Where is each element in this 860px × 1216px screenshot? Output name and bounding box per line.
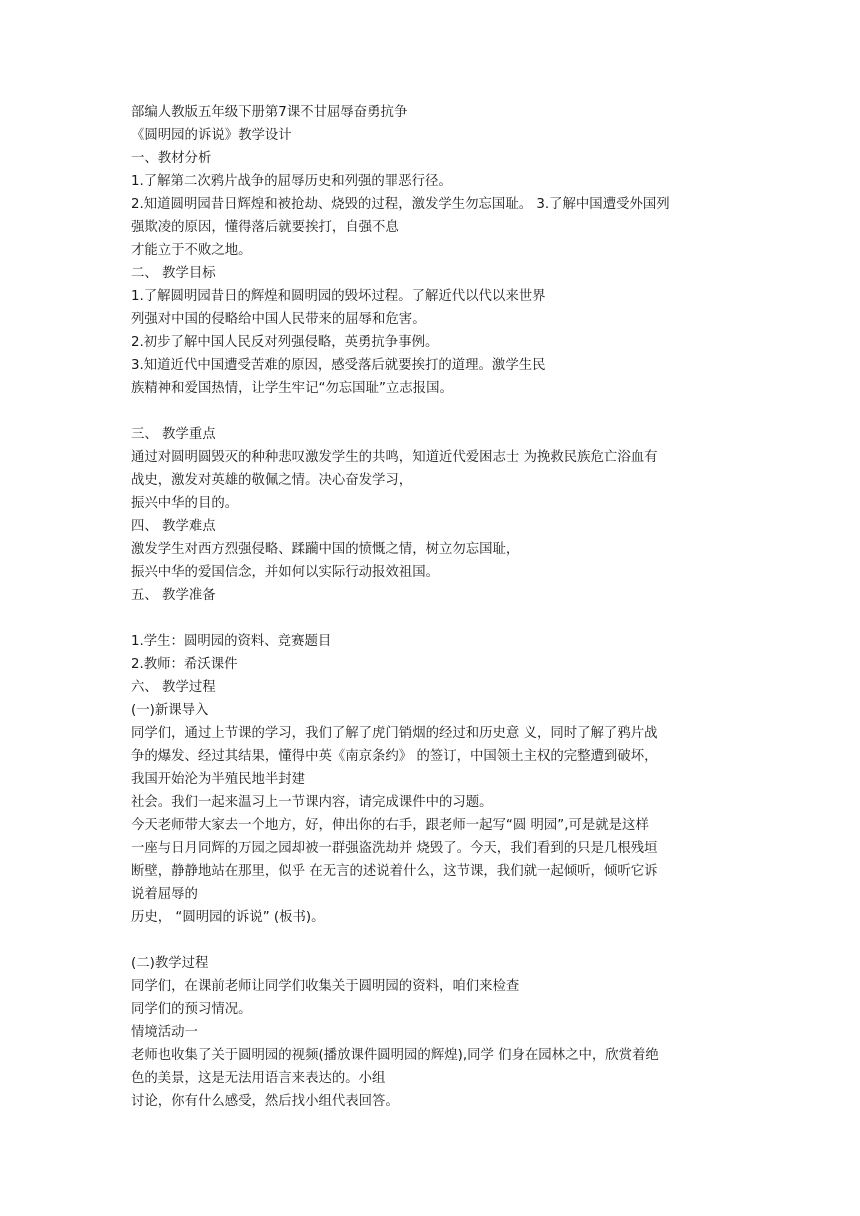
text-line: 二、 教学目标 [131, 266, 216, 281]
blank-line [131, 929, 737, 952]
text-line: 战史，激发对英雄的敬佩之情。决心奋发学习， [131, 473, 413, 488]
document-page [131, 101, 737, 1113]
text-line: (二)教学过程 [131, 956, 209, 971]
text-line: 《圆明园的诉说》教学设计 [131, 128, 292, 143]
text-line: 3.知道近代中国遭受苦难的原因，感受落后就要挨打的道理。激学生民 [131, 358, 546, 373]
text-line: 社会。我们一起来温习上一节课内容，请完成课件中的习题。 [131, 795, 493, 810]
text-line: 1.了解第二次鸦片战争的屈辱历史和列强的罪恶行径。 [131, 174, 452, 189]
text-line: 激发学生对西方烈强侵略、蹂躏中国的愤慨之情，树立勿忘国耻， [131, 542, 520, 557]
text-line: 色的美景，这是无法用语言来表达的。小组 [131, 1071, 386, 1086]
blank-line [131, 607, 737, 630]
text-line: 2.知道圆明园昔日辉煌和被抢劫、烧毁的过程，激发学生勿忘国耻。 3.了解中国遭受外国列 [131, 197, 670, 212]
text-line: 历史， “圆明园的诉说” (板书)。 [131, 910, 325, 925]
blank-line [131, 400, 737, 423]
text-line: 三、 教学重点 [131, 427, 216, 442]
text-line: 说着屈辱的 [131, 887, 198, 902]
text-line: 争的爆发、经过其结果，懂得中英《南京条约》 的签订，中国领土主权的完整遭到破坏， [131, 749, 658, 764]
text-line: 四、 教学难点 [131, 519, 216, 534]
text-line: 同学们的预习情况。 [131, 1002, 252, 1017]
text-line: 才能立于不败之地。 [131, 243, 252, 258]
text-line: 五、 教学准备 [131, 588, 216, 603]
text-line: 同学们，通过上节课的学习，我们了解了虎门销烟的经过和历史意 义，同时了解了鸦片战 [131, 726, 658, 741]
text-line: 2.初步了解中国人民反对列强侵略，英勇抗争事例。 [131, 335, 439, 350]
text-line: 断壁，静静地站在那里，似乎 在无言的述说着什么，这节课，我们就一起倾听，倾听它诉 [131, 864, 658, 879]
text-line: 列强对中国的侵略给中国人民带来的屈辱和危害。 [131, 312, 426, 327]
text-line: 情境活动一 [131, 1025, 198, 1040]
text-line: 族精神和爱国热情，让学生牢记“勿忘国耻”立志报国。 [131, 381, 453, 396]
text-line: 1.了解圆明园昔日的辉煌和圆明园的毁坏过程。了解近代以代以来世界 [131, 289, 546, 304]
text-line: 讨论，你有什么感受，然后找小组代表回答。 [131, 1094, 399, 1109]
text-line: 同学们，在课前老师让同学们收集关于圆明园的资料，咱们来检查 [131, 979, 520, 994]
text-line: 通过对圆明圆毁灭的种种悲叹激发学生的共鸣，知道近代爱困志士 为挽救民族危亡浴血有 [131, 450, 658, 465]
text-line: 振兴中华的爱国信念，并如何以实际行动报效祖国。 [131, 565, 439, 580]
text-line: 2.教师：希沃课件 [131, 657, 238, 672]
text-line: 我国开始沦为半殖民地半封建 [131, 772, 306, 787]
text-line: 1.学生：圆明园的资料、竞赛题目 [131, 634, 332, 649]
text-line: (一)新课导入 [131, 703, 209, 718]
text-line: 一、教材分析 [131, 151, 212, 166]
text-line: 六、 教学过程 [131, 680, 216, 695]
text-line: 强欺凌的原因，懂得落后就要挨打，自强不息 [131, 220, 399, 235]
text-line: 今天老师带大家去一个地方，好，伸出你的右手，跟老师一起写“圆 明园”,可是就是这样 [131, 818, 649, 833]
text-line: 老师也收集了关于圆明园的视频(播放课件圆明园的辉煌),同学 们身在园林之中，欣赏着绝 [131, 1048, 659, 1063]
text-line: 一座与日月同辉的万园之园却被一群强盗洗劫并 烧毁了。今天，我们看到的只是几根残垣 [131, 841, 658, 856]
text-line: 振兴中华的目的。 [131, 496, 239, 511]
text-line: 部编人教版五年级下册第7课不甘屈辱奋勇抗争 [131, 105, 408, 120]
